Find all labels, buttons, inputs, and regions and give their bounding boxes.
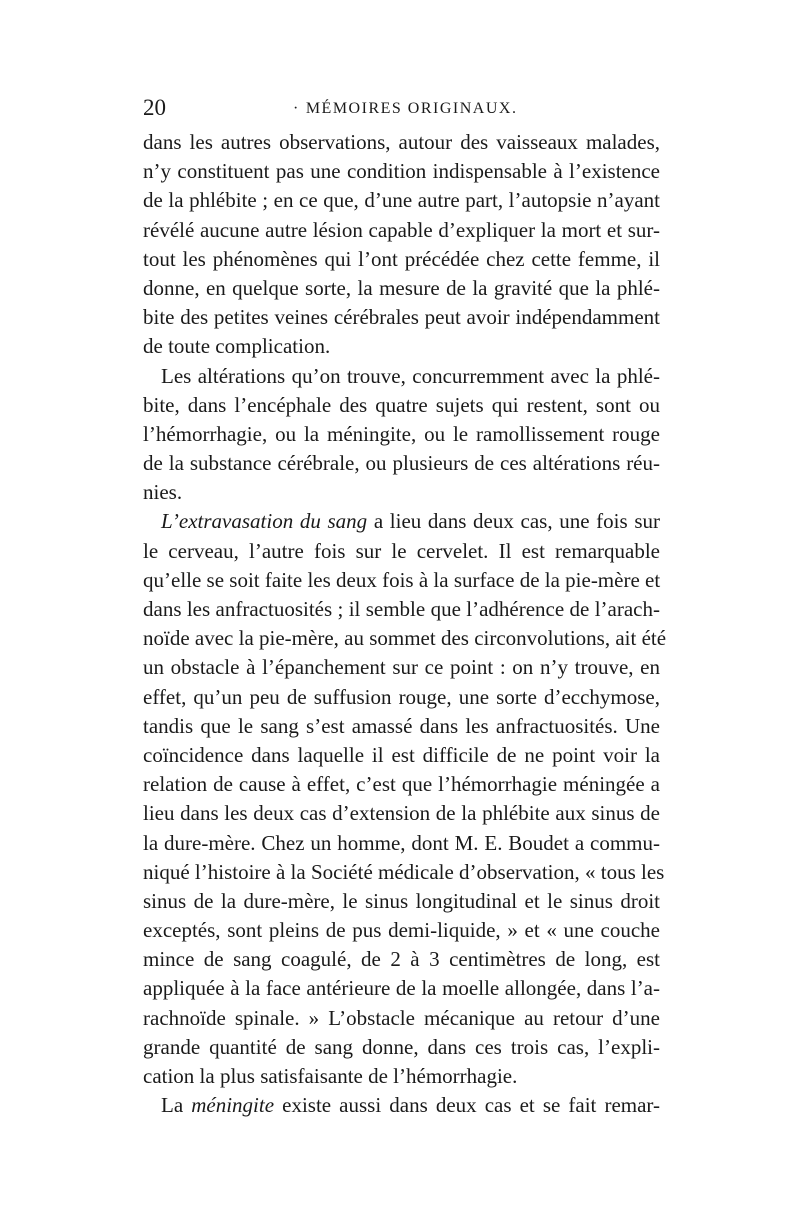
text-line: un obstacle à l’épanchement sur ce point : on n’y trouve, en	[143, 655, 660, 680]
text-line: donne, en quelque sorte, la mesure de la gravité que la phlé-	[143, 275, 660, 300]
text-line: mince de sang coagulé, de 2 à 3 centimètres de long, est	[143, 947, 660, 972]
text-line: bite, dans l’encéphale des quatre sujets qui restent, sont ou	[143, 392, 660, 417]
text-line: de toute complication.	[143, 334, 331, 359]
running-title-text: MÉMOIRES ORIGINAUX.	[305, 100, 518, 117]
text-line: exceptés, sont pleins de pus demi-liquide, » et « une couche	[143, 918, 660, 943]
text-line: tout les phénomènes qui l’ont précédée chez cette femme, il	[143, 246, 660, 271]
text-line: nies.	[143, 480, 183, 505]
text-line: grande quantité de sang donne, dans ces trois cas, l’expli-	[143, 1034, 660, 1059]
text-line: dans les autres observations, autour des vaisseaux malades,	[143, 130, 660, 154]
body-text	[143, 128, 667, 1120]
line-rest: a lieu dans deux cas, une fois sur	[367, 509, 660, 534]
text-line: rachnoïde spinale. » L’obstacle mécanique au retour d’une	[143, 1005, 660, 1030]
text-line: bite des petites veines cérébrales peut avoir indépendamment	[143, 305, 660, 330]
text-line: la dure-mère. Chez un homme, dont M. E. Boudet a commu-	[143, 830, 660, 855]
text-line	[143, 1091, 660, 1120]
text-line: révélé aucune autre lésion capable d’expliquer la mort et sur-	[143, 217, 660, 242]
running-header	[143, 94, 663, 122]
text-line	[143, 507, 660, 536]
text-line: dans les anfractuosités ; il semble que l’adhérence de l’arach-	[143, 597, 660, 621]
page-number: 20	[143, 95, 166, 120]
text-line: niqué l’histoire à la Société médicale d’observation, « tous les	[143, 859, 665, 884]
text-line: relation de cause à effet, c’est que l’hémorrhagie méningée a	[143, 772, 660, 797]
text-line: coïncidence dans laquelle il est difficile de ne point voir la	[143, 742, 660, 767]
text-line: tandis que le sang s’est amassé dans les anfractuosités. Une	[143, 713, 660, 738]
text-line: sinus de la dure-mère, le sinus longitudinal et le sinus droit	[143, 888, 660, 913]
line-rest: existe aussi dans deux cas et se fait remar-	[274, 1093, 660, 1118]
text-line: de la substance cérébrale, ou plusieurs de ces altérations réu-	[143, 451, 660, 476]
text-line: appliquée à la face antérieure de la moelle allongée, dans l’a-	[143, 976, 660, 1001]
text-line: l’hémorrhagie, ou la méningite, ou le ramollissement rouge	[143, 421, 660, 446]
text-line: qu’elle se soit faite les deux fois à la surface de la pie-mère et	[143, 567, 661, 592]
text-line: Les altérations qu’on trouve, concurremment avec la phlé-	[161, 363, 660, 388]
running-title	[293, 97, 517, 121]
line-start: La	[161, 1093, 192, 1118]
text-line: n’y constituent pas une condition indispensable à l’existence	[143, 159, 660, 184]
title-dot: ·	[293, 100, 300, 117]
text-line: effet, qu’un peu de suffusion rouge, une sorte d’ecchymose,	[143, 684, 660, 709]
italic-term: méningite	[191, 1093, 275, 1118]
text-line: de la phlébite ; en ce que, d’une autre part, l’autopsie n’ayant	[143, 188, 660, 213]
text-line: cation la plus satisfaisante de l’hémorrhagie.	[143, 1064, 518, 1088]
text-line: noïde avec la pie-mère, au sommet des circonvolutions, ait été	[143, 626, 667, 651]
italic-term: L’extravasation du sang	[161, 509, 368, 534]
text-line: lieu dans les deux cas d’extension de la phlébite aux sinus de	[143, 801, 660, 826]
text-line: le cerveau, l’autre fois sur le cervelet. Il est remarquable	[143, 538, 660, 563]
